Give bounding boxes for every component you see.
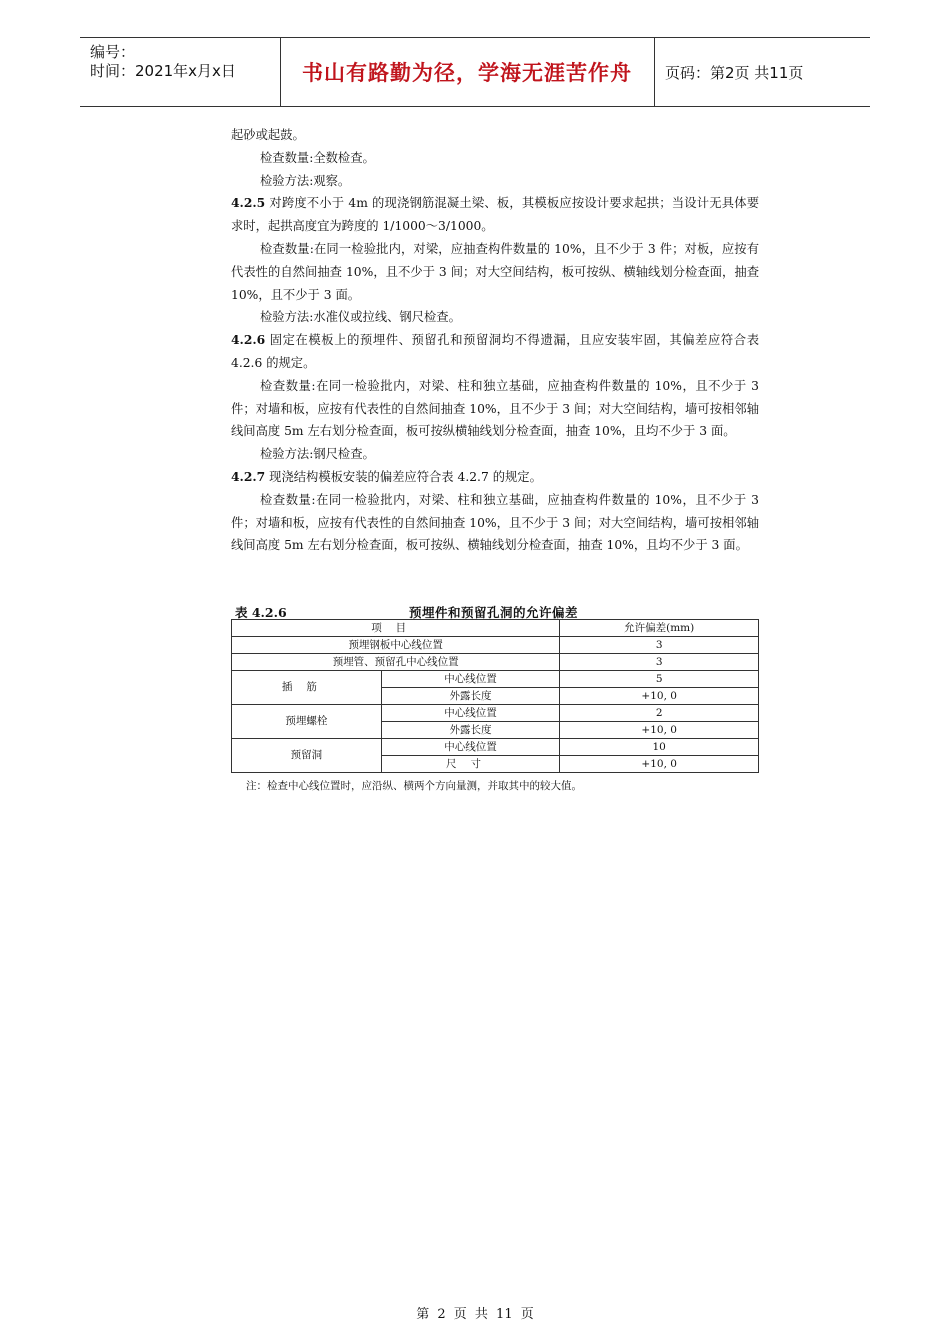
group-label: 插筋 xyxy=(232,671,382,705)
table-header-row xyxy=(232,620,759,637)
motto-text: 书山有路勤为径，学海无涯苦作舟 xyxy=(302,61,632,85)
row-value: 5 xyxy=(560,671,759,688)
row-value: 2 xyxy=(560,705,759,722)
row-value: +10, 0 xyxy=(560,722,759,739)
clause-4-2-6 xyxy=(231,329,759,375)
clause-text: 现浇结构模板安装的偏差应符合表 4.2.7 的规定。 xyxy=(265,469,542,484)
page-footer: 第 2 页 共 11 页 xyxy=(416,1307,534,1322)
clause-4-2-7 xyxy=(231,466,759,489)
table-row xyxy=(232,654,759,671)
paragraph: 检查数量:在同一检验批内，对梁、柱和独立基础，应抽查构件数量的 10%，且不少于 3 件；对墙和板，应按有代表性的自然间抽查 10%，且不少于 3 间；对大空间结构，墙可按相邻轴线间高度 5m 左右划分检查面，板可按纵横轴线划分检查面，抽查 10%，且均不少于 3 面。 xyxy=(231,378,759,439)
document-body xyxy=(231,124,759,557)
header-item: 项目 xyxy=(232,620,560,637)
row-value: +10, 0 xyxy=(560,756,759,773)
row-subitem: 外露长度 xyxy=(381,688,560,705)
paragraph: 检验方法:观察。 xyxy=(260,173,351,188)
clause-number: 4.2.7 xyxy=(231,468,266,484)
paragraph: 检验方法:水准仪或拉线、钢尺检查。 xyxy=(260,310,461,325)
header-page-cell xyxy=(655,38,870,106)
row-subitem: 中心线位置 xyxy=(381,705,560,722)
row-value: +10, 0 xyxy=(560,688,759,705)
row-subitem: 中心线位置 xyxy=(381,739,560,756)
paragraph: 检查数量:在同一检验批内，对梁、柱和独立基础，应抽查构件数量的 10%，且不少于 3 件；对墙和板，应按有代表性的自然间抽查 10%，且不少于 3 间；对大空间结构，墙可按相邻轴线间高度 5m 左右划分检查面，板可按纵、横轴线划分检查面，抽查 10%，且均不少于 3 面。 xyxy=(231,492,759,553)
paragraph: 起砂或起鼓。 xyxy=(231,128,305,142)
row-item: 预埋钢板中心线位置 xyxy=(232,637,560,654)
table-row xyxy=(232,637,759,654)
clause-text: 固定在模板上的预埋件、预留孔和预留洞均不得遗漏，且应安装牢固，其偏差应符合表 4.2.6 的规定。 xyxy=(231,333,759,370)
paragraph: 检查数量:在同一检验批内，对梁，应抽查构件数量的 10%，且不少于 3 件；对板，应按有代表性的自然间抽查 10%，且不少于 3 间；对大空间结构，板可按纵、横轴线划分检查面，抽查 10%，且不少于 3 面。 xyxy=(231,241,759,302)
clause-4-2-5 xyxy=(231,192,759,238)
row-item: 预埋管、预留孔中心线位置 xyxy=(232,654,560,671)
table-note: 注：检查中心线位置时，应沿纵、横两个方向量测，并取其中的较大值。 xyxy=(246,780,582,792)
group-label: 预留洞 xyxy=(232,739,382,773)
table-row xyxy=(232,705,759,722)
clause-text: 对跨度不小于 4m 的现浇钢筋混凝土梁、板，其模板应按设计要求起拱；当设计无具体要求时，起拱高度宜为跨度的 1/1000～3/1000。 xyxy=(231,196,759,234)
clause-number: 4.2.5 xyxy=(231,195,266,211)
page-info: 页码：第2页 共11页 xyxy=(665,63,804,82)
code-label: 编号： xyxy=(90,43,136,61)
header-tolerance: 允许偏差(mm) xyxy=(560,620,759,637)
row-subitem: 外露长度 xyxy=(381,722,560,739)
paragraph: 检验方法:钢尺检查。 xyxy=(260,447,375,462)
table-caption xyxy=(231,603,759,619)
row-value: 3 xyxy=(560,637,759,654)
page-header xyxy=(80,37,870,107)
table-title: 预埋件和预留孔洞的允许偏差 xyxy=(409,605,579,620)
row-subitem: 中心线位置 xyxy=(381,671,560,688)
row-value: 3 xyxy=(560,654,759,671)
date-label: 时间：2021年x月x日 xyxy=(90,62,236,80)
row-subitem: 尺寸 xyxy=(381,756,560,773)
table-number: 表 4.2.6 xyxy=(235,605,287,620)
header-meta-cell xyxy=(80,38,281,106)
row-value: 10 xyxy=(560,739,759,756)
group-label: 预埋螺栓 xyxy=(232,705,382,739)
header-motto-cell xyxy=(280,38,655,106)
clause-number: 4.2.6 xyxy=(231,332,266,348)
table-row xyxy=(232,671,759,688)
tolerance-table xyxy=(231,619,759,773)
table-row xyxy=(232,739,759,756)
paragraph: 检查数量:全数检查。 xyxy=(260,150,375,165)
